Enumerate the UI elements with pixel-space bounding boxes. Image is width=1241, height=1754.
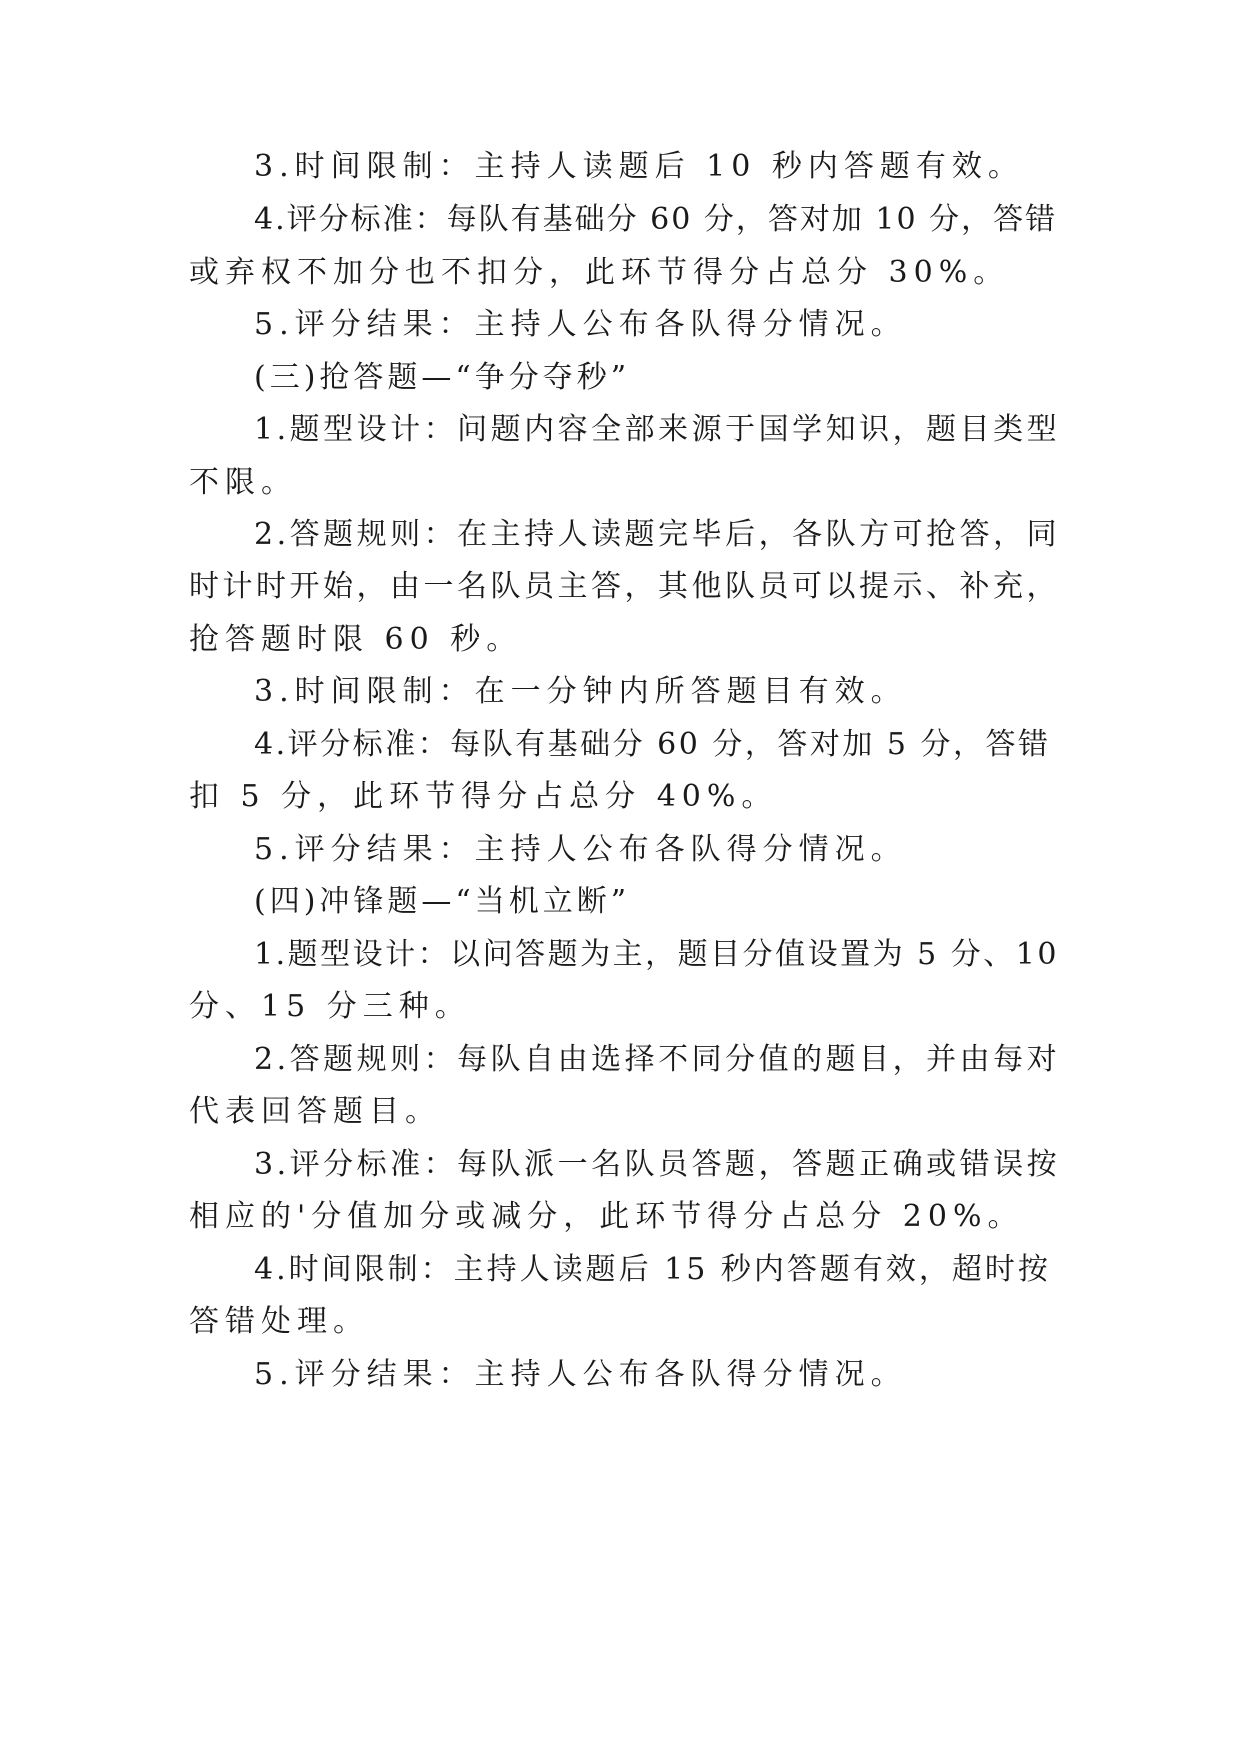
paragraph-line: 5.评分结果：主持人公布各队得分情况。 — [254, 1357, 907, 1392]
paragraph-line: 4.评分标准：每队有基础分 60 分，答对加 10 分，答错 — [254, 202, 1058, 237]
paragraph-line: 或弃权不加分也不扣分，此环节得分占总分 30%。 — [189, 255, 1010, 290]
paragraph-line: 抢答题时限 60 秒。 — [189, 622, 523, 657]
paragraph-line: 答错处理。 — [189, 1304, 369, 1339]
paragraph-line: 5.评分结果：主持人公布各队得分情况。 — [254, 307, 907, 342]
paragraph-line: 时计时开始，由一名队员主答，其他队员可以提示、补充， — [189, 569, 1060, 604]
paragraph-line: 2.答题规则：在主持人读题完毕后，各队方可抢答，同 — [254, 517, 1061, 552]
paragraph-line: 1.题型设计：问题内容全部来源于国学知识，题目类型 — [254, 412, 1061, 447]
paragraph-line: 2.答题规则：每队自由选择不同分值的题目，并由每对 — [254, 1042, 1061, 1077]
paragraph-line: 3.时间限制：主持人读题后 10 秒内答题有效。 — [254, 149, 1024, 184]
paragraph-line: 分、15 分三种。 — [189, 989, 471, 1024]
paragraph-line: 相应的'分值加分或减分，此环节得分占总分 20%。 — [189, 1199, 1024, 1234]
section-heading: (三)抢答题—“争分夺秒” — [254, 360, 631, 395]
section-heading: (四)冲锋题—“当机立断” — [254, 884, 631, 919]
paragraph-line: 代表回答题目。 — [189, 1094, 441, 1129]
paragraph-line: 不限。 — [189, 465, 297, 500]
paragraph-line: 5.评分结果：主持人公布各队得分情况。 — [254, 832, 907, 867]
paragraph-line: 3.时间限制：在一分钟内所答题目有效。 — [254, 674, 907, 709]
paragraph-line: 4.时间限制：主持人读题后 15 秒内答题有效，超时按 — [254, 1252, 1051, 1287]
paragraph-line: 3.评分标准：每队派一名队员答题，答题正确或错误按 — [254, 1147, 1061, 1182]
paragraph-line: 1.题型设计：以问答题为主，题目分值设置为 5 分、10 — [254, 937, 1059, 972]
paragraph-line: 扣 5 分，此环节得分占总分 40%。 — [189, 779, 778, 814]
paragraph-line: 4.评分标准：每队有基础分 60 分，答对加 5 分，答错 — [254, 727, 1051, 762]
